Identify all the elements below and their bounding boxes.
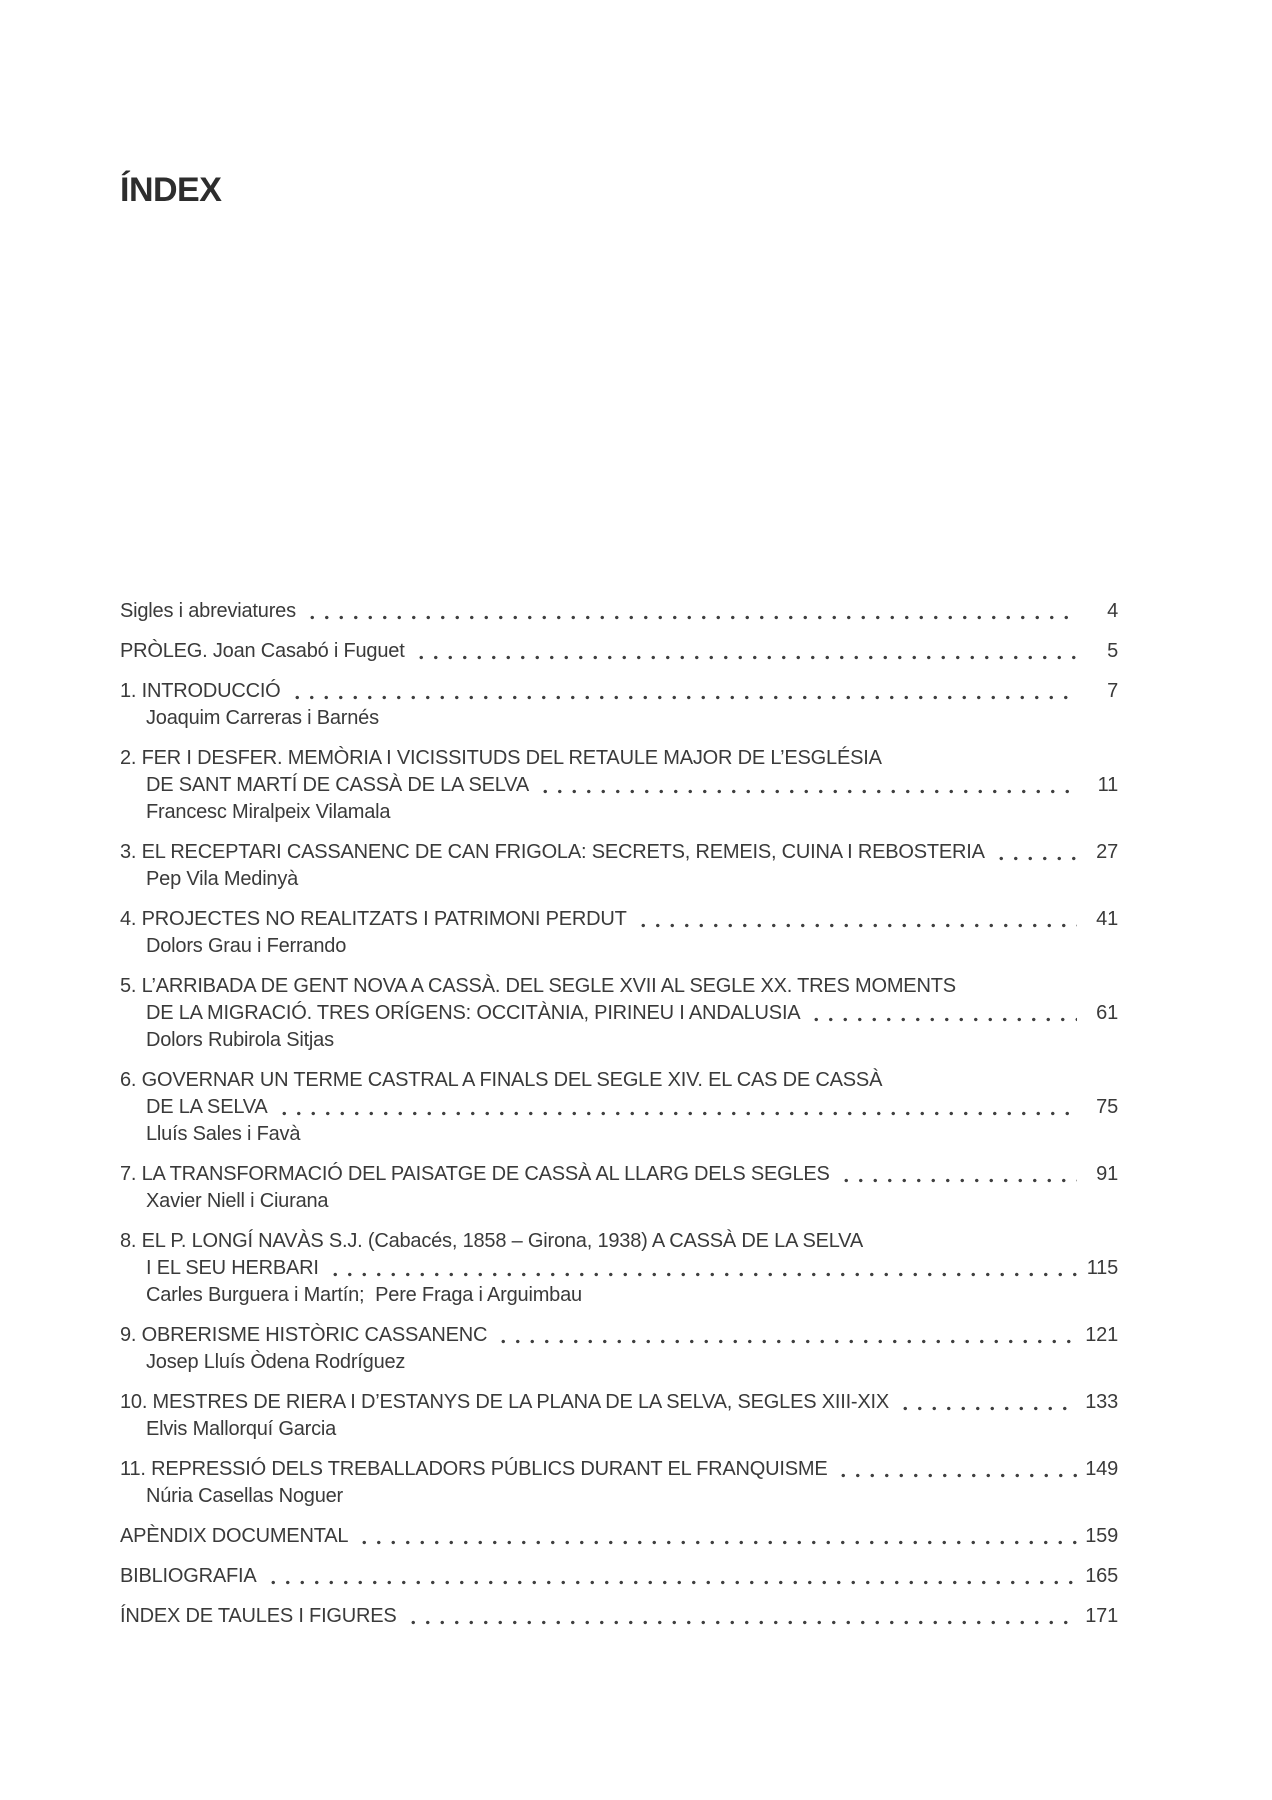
toc-entry-line xyxy=(120,678,1118,705)
toc-entry-line xyxy=(120,598,1118,625)
toc-entry xyxy=(120,1389,1118,1443)
toc-entry xyxy=(120,1161,1118,1215)
dot-leader xyxy=(266,1563,1077,1590)
page-number: 159 xyxy=(1085,1525,1118,1547)
toc-entry-title: DE SANT MARTÍ DE CASSÀ DE LA SELVA xyxy=(146,774,529,796)
toc-entry xyxy=(120,678,1118,732)
toc-entry-title: 7. LA TRANSFORMACIÓ DEL PAISATGE DE CASSÀ AL LLARG DELS SEGLES xyxy=(120,1163,830,1185)
page-number: 7 xyxy=(1107,680,1118,702)
toc-entry xyxy=(120,1067,1118,1148)
toc-entry-line xyxy=(120,973,1118,1000)
toc-entry-author: Dolors Grau i Ferrando xyxy=(146,935,347,957)
toc-entry xyxy=(120,973,1118,1054)
toc-entry-title: Sigles i abreviatures xyxy=(120,600,296,622)
toc-entry-line xyxy=(120,772,1118,799)
toc-entry-line xyxy=(120,1456,1118,1483)
toc-entry-line xyxy=(120,1067,1118,1094)
toc-entry-author: Dolors Rubirola Sitjas xyxy=(146,1029,334,1051)
toc-entry-line xyxy=(120,1161,1118,1188)
toc-entry-author: Xavier Niell i Ciurana xyxy=(146,1190,329,1212)
toc-entry xyxy=(120,598,1118,625)
toc-entry xyxy=(120,839,1118,893)
page-number: 11 xyxy=(1097,774,1118,796)
dot-leader xyxy=(357,1523,1077,1550)
toc-entry-line xyxy=(120,839,1118,866)
dot-leader xyxy=(809,1000,1077,1027)
page-number: 27 xyxy=(1096,841,1118,863)
dot-leader xyxy=(305,598,1077,625)
toc-entry-line xyxy=(120,1000,1118,1027)
dot-leader xyxy=(994,839,1077,866)
page-number: 171 xyxy=(1085,1605,1118,1627)
page-number: 133 xyxy=(1085,1391,1118,1413)
toc-entry xyxy=(120,1322,1118,1376)
page-number: 115 xyxy=(1086,1257,1118,1279)
toc-entry-author: Josep Lluís Òdena Rodríguez xyxy=(146,1351,406,1373)
toc-entry xyxy=(120,906,1118,960)
toc-entry-author: Lluís Sales i Favà xyxy=(146,1123,301,1145)
dot-leader xyxy=(636,906,1077,933)
page-number: 91 xyxy=(1096,1163,1118,1185)
toc-entry-title: 10. MESTRES DE RIERA I D’ESTANYS DE LA PLANA DE LA SELVA, SEGLES XIII-XIX xyxy=(120,1391,890,1413)
toc-entry-title: 3. EL RECEPTARI CASSANENC DE CAN FRIGOLA: SECRETS, REMEIS, CUINA I REBOSTERIA xyxy=(120,841,985,863)
toc-entry-line xyxy=(120,1563,1118,1590)
toc-entry-title: 6. GOVERNAR UN TERME CASTRAL A FINALS DEL SEGLE XIV. EL CAS DE CASSÀ xyxy=(120,1069,883,1091)
dot-leader xyxy=(406,1603,1077,1630)
dot-leader xyxy=(414,638,1077,665)
toc-entry-line xyxy=(120,1228,1118,1255)
toc-entry xyxy=(120,1563,1118,1590)
toc-entry-title: DE LA SELVA xyxy=(146,1096,268,1118)
toc-entry-line xyxy=(120,1523,1118,1550)
toc-entry-line xyxy=(120,1603,1118,1630)
toc-entry-title: 4. PROJECTES NO REALITZATS I PATRIMONI PERDUT xyxy=(120,908,627,930)
toc-entry xyxy=(120,1228,1118,1309)
toc-entry-title: 9. OBRERISME HISTÒRIC CASSANENC xyxy=(120,1324,488,1346)
dot-leader xyxy=(839,1161,1077,1188)
toc-entry-author: Elvis Mallorquí Garcia xyxy=(146,1418,337,1440)
toc-entry-line xyxy=(120,1322,1118,1349)
toc-entry-title: ÍNDEX DE TAULES I FIGURES xyxy=(120,1605,397,1627)
toc-entry-title: 5. L’ARRIBADA DE GENT NOVA A CASSÀ. DEL SEGLE XVII AL SEGLE XX. TRES MOMENTS xyxy=(120,975,956,997)
toc-entry-title: 8. EL P. LONGÍ NAVÀS S.J. (Cabacés, 1858 – Girona, 1938) A CASSÀ DE LA SELVA xyxy=(120,1230,863,1252)
page-number: 75 xyxy=(1096,1096,1118,1118)
dot-leader xyxy=(538,772,1077,799)
toc-entry-line xyxy=(120,906,1118,933)
toc-list xyxy=(120,598,1118,1630)
toc-entry-author: Joaquim Carreras i Barnés xyxy=(146,707,379,729)
page-title: ÍNDEX xyxy=(120,171,222,209)
toc-entry-title: APÈNDIX DOCUMENTAL xyxy=(120,1525,349,1547)
toc-entry-line xyxy=(120,1389,1118,1416)
toc-entry-title: 1. INTRODUCCIÓ xyxy=(120,680,281,702)
page-number: 149 xyxy=(1085,1458,1118,1480)
toc-entry-line xyxy=(120,1255,1118,1282)
dot-leader xyxy=(898,1389,1077,1416)
page-number: 61 xyxy=(1096,1002,1118,1024)
toc-entry-author: Francesc Miralpeix Vilamala xyxy=(146,801,391,823)
toc-entry-line xyxy=(120,1094,1118,1121)
toc-entry xyxy=(120,638,1118,665)
page-number: 4 xyxy=(1107,600,1118,622)
toc-entry-author: Pep Vila Medinyà xyxy=(146,868,299,890)
toc-entry-title: DE LA MIGRACIÓ. TRES ORÍGENS: OCCITÀNIA, PIRINEU I ANDALUSIA xyxy=(146,1002,801,1024)
toc-entry-title: BIBLIOGRAFIA xyxy=(120,1565,257,1587)
toc-entry xyxy=(120,1456,1118,1510)
page-number: 165 xyxy=(1085,1565,1118,1587)
dot-leader xyxy=(328,1255,1077,1282)
toc-entry-line xyxy=(120,638,1118,665)
toc-entry-line xyxy=(120,745,1118,772)
dot-leader xyxy=(836,1456,1077,1483)
dot-leader xyxy=(496,1322,1077,1349)
dot-leader xyxy=(290,678,1077,705)
toc-entry-author: Núria Casellas Noguer xyxy=(146,1485,344,1507)
page-number: 41 xyxy=(1096,908,1118,930)
dot-leader xyxy=(277,1094,1077,1121)
page-number: 5 xyxy=(1107,640,1118,662)
toc-entry-title: 2. FER I DESFER. MEMÒRIA I VICISSITUDS DEL RETAULE MAJOR DE L’ESGLÉSIA xyxy=(120,747,882,769)
toc-entry-title: PRÒLEG. Joan Casabó i Fuguet xyxy=(120,640,405,662)
toc-entry xyxy=(120,745,1118,826)
toc-entry-title: 11. REPRESSIÓ DELS TREBALLADORS PÚBLICS DURANT EL FRANQUISME xyxy=(120,1458,828,1480)
page-number: 121 xyxy=(1085,1324,1118,1346)
toc-entry xyxy=(120,1523,1118,1550)
toc-entry-author: Carles Burguera i Martín; Pere Fraga i Arguimbau xyxy=(146,1284,582,1306)
toc-entry xyxy=(120,1603,1118,1630)
toc-entry-title: I EL SEU HERBARI xyxy=(146,1257,319,1279)
